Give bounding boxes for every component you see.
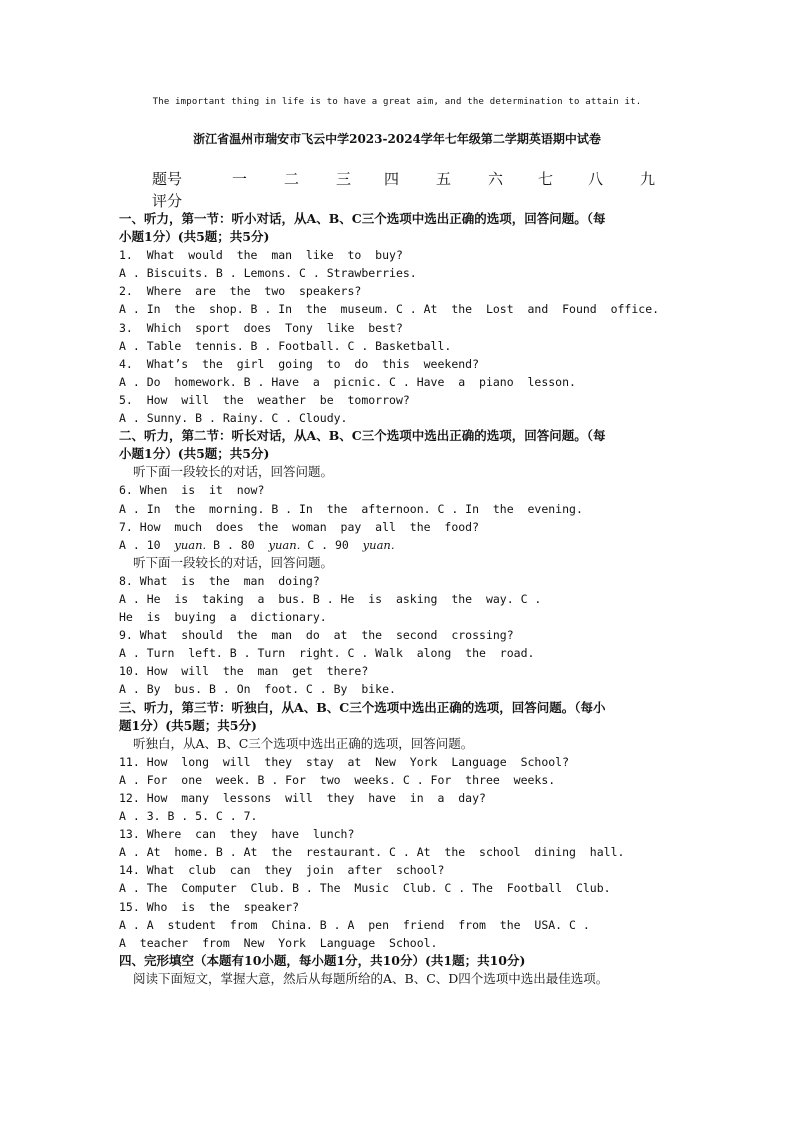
question-line: 3. Which sport does Tony like best?: [119, 320, 403, 335]
unit: yuan.: [174, 537, 207, 552]
section-heading: 小题1分）(共5题；共5分): [119, 229, 270, 245]
question-line: A . A student from China. B . A pen friend from the USA. C .: [119, 917, 590, 932]
question-line: 12. How many lessons will they have in a day?: [119, 791, 486, 805]
question-line: 7. How much does the woman pay all the food?: [119, 519, 480, 534]
question-line: A . Table tennis. B . Football. C . Basketball.: [119, 338, 452, 353]
option-c: C . 90: [300, 537, 363, 552]
question-line: 14. What club can they join after school?: [119, 863, 445, 878]
question-line: 4. What’s the girl going to do this weekend?: [119, 356, 480, 371]
question-line: 6. When is it now?: [119, 483, 265, 498]
score-table-header-label: 题号: [152, 170, 183, 188]
question-line: A . Sunny. B . Rainy. C . Cloudy.: [119, 411, 348, 426]
question-line: 5. How will the weather be tomorrow?: [119, 392, 410, 407]
score-col-9: 九: [640, 170, 656, 188]
score-col-1: 一: [232, 170, 248, 188]
section-instruction: 阅读下面短文，掌握大意，然后从每题所给的A、B、C、D四个选项中选出最佳选项。: [133, 970, 609, 986]
exam-title: 浙江省温州市瑞安市飞云中学2023-2024学年七年级第二学期英语期中试卷: [193, 132, 601, 146]
score-col-7: 七: [538, 170, 554, 188]
option-a: A . 10: [119, 537, 175, 552]
question-line: A . The Computer Club. B . The Music Club. C . The Football Club.: [119, 881, 611, 896]
unit: yuan.: [268, 537, 301, 552]
section-heading: 一、听力，第一节：听小对话，从A、B、C三个选项中选出正确的选项，回答问题。（每: [119, 211, 606, 226]
question-line: 10. How will the man get there?: [119, 664, 369, 679]
question-line: 11. How long will they stay at New York Language School?: [119, 754, 570, 769]
section-heading: 三、听力，第三节：听独白，从A、B、C三个选项中选出正确的选项，回答问题。（每小: [119, 699, 606, 715]
motto: The important thing in life is to have a great aim, and the determination to attain it.: [152, 97, 642, 107]
section-heading: 四、完形填空（本题有10小题，每小题1分，共10分）(共1题；共10分): [119, 952, 526, 968]
section-instruction: 听独白，从A、B、C三个选项中选出正确的选项，回答问题。: [133, 735, 474, 751]
question-line: A teacher from New York Language School.: [119, 935, 438, 950]
question-line: 2. Where are the two speakers?: [119, 284, 362, 299]
question-line: 13. Where can they have lunch?: [119, 827, 355, 842]
score-col-3: 三: [336, 170, 352, 188]
score-col-6: 六: [488, 170, 504, 188]
question-line: A . He is taking a bus. B . He is asking the way. C .: [119, 591, 542, 606]
score-col-5: 五: [436, 170, 452, 188]
question-line: A . In the morning. B . In the afternoon. C . In the evening.: [119, 501, 583, 516]
answer-options-line: [119, 536, 679, 554]
question-line: A . Biscuits. B . Lemons. C . Strawberries.: [119, 266, 417, 281]
question-line: He is buying a dictionary.: [119, 610, 327, 625]
question-line: 9. What should the man do at the second crossing?: [119, 628, 514, 643]
question-line: A . At home. B . At the restaurant. C . At the school dining hall.: [119, 845, 625, 860]
question-line: A . For one week. B . For two weeks. C . For three weeks.: [119, 772, 556, 787]
question-line: A . Turn left. B . Turn right. C . Walk along the road.: [119, 646, 535, 661]
score-table-header: [152, 168, 672, 188]
section-heading: 题1分）(共5题；共5分): [119, 717, 257, 733]
question-line: 15. Who is the speaker?: [119, 899, 300, 914]
score-col-8: 八: [588, 170, 604, 188]
question-line: 1. What would the man like to buy?: [119, 248, 403, 263]
section-heading: 二、听力，第二节：听长对话，从A、B、C三个选项中选出正确的选项，回答问题。（每: [119, 428, 606, 444]
question-line: A . In the shop. B . In the museum. C . At the Lost and Found office.: [119, 302, 660, 317]
question-line: A . By bus. B . On foot. C . By bike.: [119, 682, 396, 697]
question-line: A . Do homework. B . Have a picnic. C . Have a piano lesson.: [119, 374, 576, 389]
question-line: 8. What is the man doing?: [119, 573, 320, 588]
score-row-label: 评分: [152, 192, 183, 210]
score-col-2: 二: [284, 170, 300, 188]
section-instruction: 听下面一段较长的对话，回答问题。: [133, 464, 334, 480]
option-b: B . 80: [206, 537, 269, 552]
question-line: A . 3. B . 5. C . 7.: [119, 809, 258, 824]
unit: yuan.: [362, 537, 395, 552]
score-col-4: 四: [384, 170, 400, 188]
section-heading: 小题1分）(共5题；共5分): [119, 446, 270, 462]
section-instruction: 听下面一段较长的对话，回答问题。: [133, 554, 334, 570]
exam-body: [119, 210, 679, 988]
